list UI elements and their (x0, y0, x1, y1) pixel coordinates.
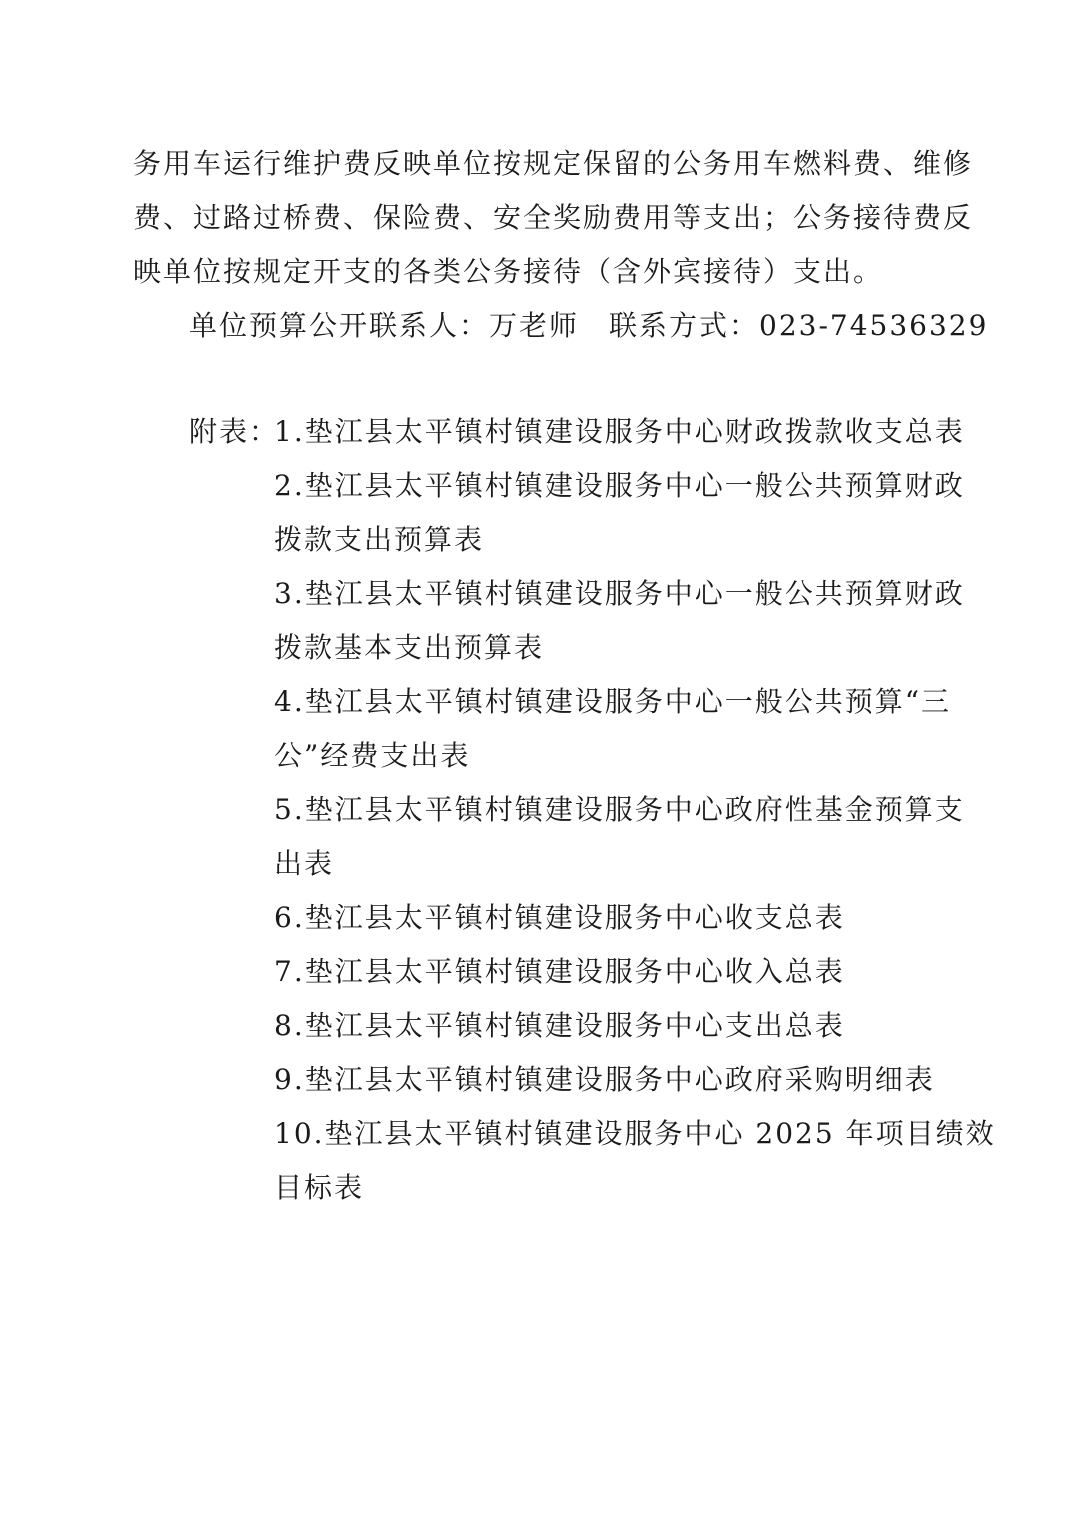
paragraph-line: 务用车运行维护费反映单位按规定保留的公务用车燃料费、维修 (133, 147, 974, 180)
attachment-item-8: 8.垫江县太平镇村镇建设服务中心支出总表 (274, 1009, 845, 1042)
attachment-item-9: 9.垫江县太平镇村镇建设服务中心政府采购明细表 (274, 1063, 935, 1096)
attachment-item-4: 4.垫江县太平镇村镇建设服务中心一般公共预算“三 (274, 685, 952, 718)
attachment-item-5: 5.垫江县太平镇村镇建设服务中心政府性基金预算支 (274, 793, 965, 826)
attachment-item-10: 10.垫江县太平镇村镇建设服务中心 2025 年项目绩效 (274, 1117, 996, 1150)
attachments-label: 附表： (189, 415, 280, 448)
attachment-item-4-cont: 公”经费支出表 (274, 739, 471, 772)
attachment-item-5-cont: 出表 (274, 847, 335, 880)
paragraph-line: 费、过路过桥费、保险费、安全奖励费用等支出；公务接待费反 (133, 201, 974, 234)
attachment-item-10-cont: 目标表 (274, 1171, 365, 1204)
attachment-item-6: 6.垫江县太平镇村镇建设服务中心收支总表 (274, 901, 845, 934)
attachment-item-3: 3.垫江县太平镇村镇建设服务中心一般公共预算财政 (274, 577, 965, 610)
attachment-item-1: 1.垫江县太平镇村镇建设服务中心财政拨款收支总表 (274, 415, 965, 448)
paragraph-line: 映单位按规定开支的各类公务接待（含外宾接待）支出。 (133, 255, 884, 288)
attachment-item-3-cont: 拨款基本支出预算表 (274, 631, 545, 664)
attachment-item-2: 2.垫江县太平镇村镇建设服务中心一般公共预算财政 (274, 469, 965, 502)
attachment-item-2-cont: 拨款支出预算表 (274, 523, 485, 556)
attachment-item-7: 7.垫江县太平镇村镇建设服务中心收入总表 (274, 955, 845, 988)
contact-line: 单位预算公开联系人：万老师 联系方式：023-74536329 (189, 309, 989, 342)
